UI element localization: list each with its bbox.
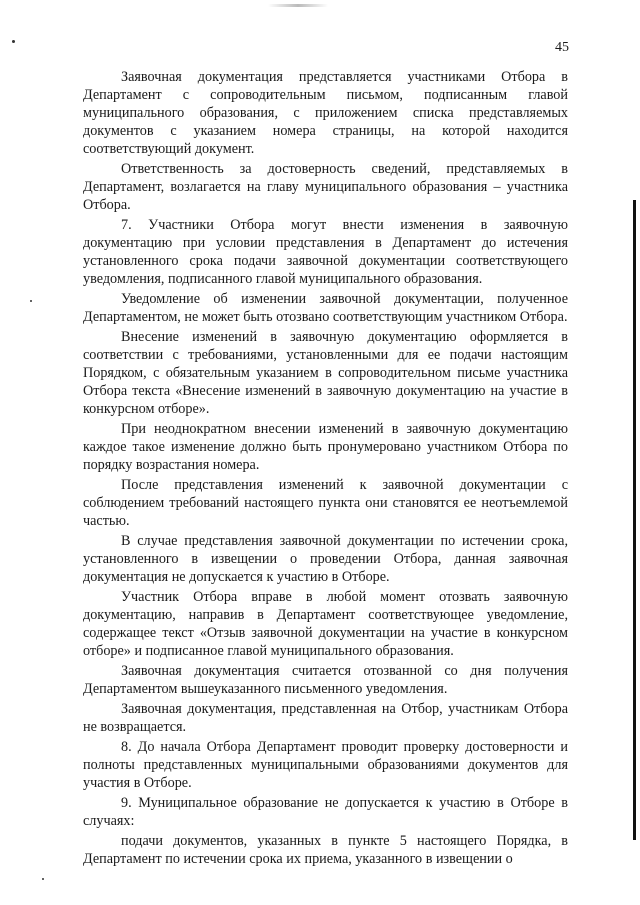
paragraph: подачи документов, указанных в пункте 5 настоящего Порядка, в Департамент по истечении срока их приема, указанного в извещении о	[83, 833, 568, 867]
paragraph: Заявочная документация представляется участниками Отбора в Департамент с сопроводительным письмом, подписанным главой муниципального образования, с приложением списка представляемых документов с указанием номера страницы, на которой находится соответствующий документ.	[83, 69, 568, 157]
paragraph: 8. До начала Отбора Департамент проводит проверку достоверности и полноты представленных муниципальными образованиями документов для участия в Отборе.	[83, 739, 568, 791]
document-body	[83, 68, 568, 870]
scan-speck	[30, 300, 32, 302]
scan-speck	[42, 878, 44, 880]
paragraph: 9. Муниципальное образование не допускается к участию в Отборе в случаях:	[83, 795, 568, 829]
paragraph: Ответственность за достоверность сведений, представляемых в Департамент, возлагается на главу муниципального образования – участника Отбора.	[83, 161, 568, 213]
paragraph: Уведомление об изменении заявочной документации, полученное Департаментом, не может быть отозвано соответствующим участником Отбора.	[83, 291, 568, 325]
paragraph: При неоднократном внесении изменений в заявочную документацию каждое такое изменение должно быть пронумеровано участником Отбора по порядку возрастания номера.	[83, 421, 568, 473]
paragraph: В случае представления заявочной документации по истечении срока, установленного в извещении о проведении Отбора, данная заявочная документация не допускается к участию в Отборе.	[83, 533, 568, 585]
scan-edge	[633, 200, 636, 840]
page-number: 45	[555, 40, 569, 55]
paragraph: 7. Участники Отбора могут внести изменения в заявочную документацию при условии представления в Департамент до истечения установленного срока подачи заявочной документации соответствующего уведомления, подписанного главой муниципального образования.	[83, 217, 568, 287]
paragraph: Участник Отбора вправе в любой момент отозвать заявочную документацию, направив в Департамент соответствующее уведомление, содержащее текст «Отзыв заявочной документации на участие в конкурсном отборе» и подписанное главой муниципального образования.	[83, 589, 568, 659]
scan-smudge	[268, 4, 328, 7]
scan-speck	[12, 40, 15, 43]
paragraph: Заявочная документация, представленная на Отбор, участникам Отбора не возвращается.	[83, 701, 568, 735]
paragraph: Заявочная документация считается отозванной со дня получения Департаментом вышеуказанного письменного уведомления.	[83, 663, 568, 697]
paragraph: После представления изменений к заявочной документации с соблюдением требований настоящего пункта они становятся ее неотъемлемой частью.	[83, 477, 568, 529]
paragraph: Внесение изменений в заявочную документацию оформляется в соответствии с требованиями, установленными для ее подачи настоящим Порядком, с обязательным указанием в сопроводительном письме участника Отбора текста «Внесение изменений в заявочную документацию на участие в конкурсном отборе».	[83, 329, 568, 417]
